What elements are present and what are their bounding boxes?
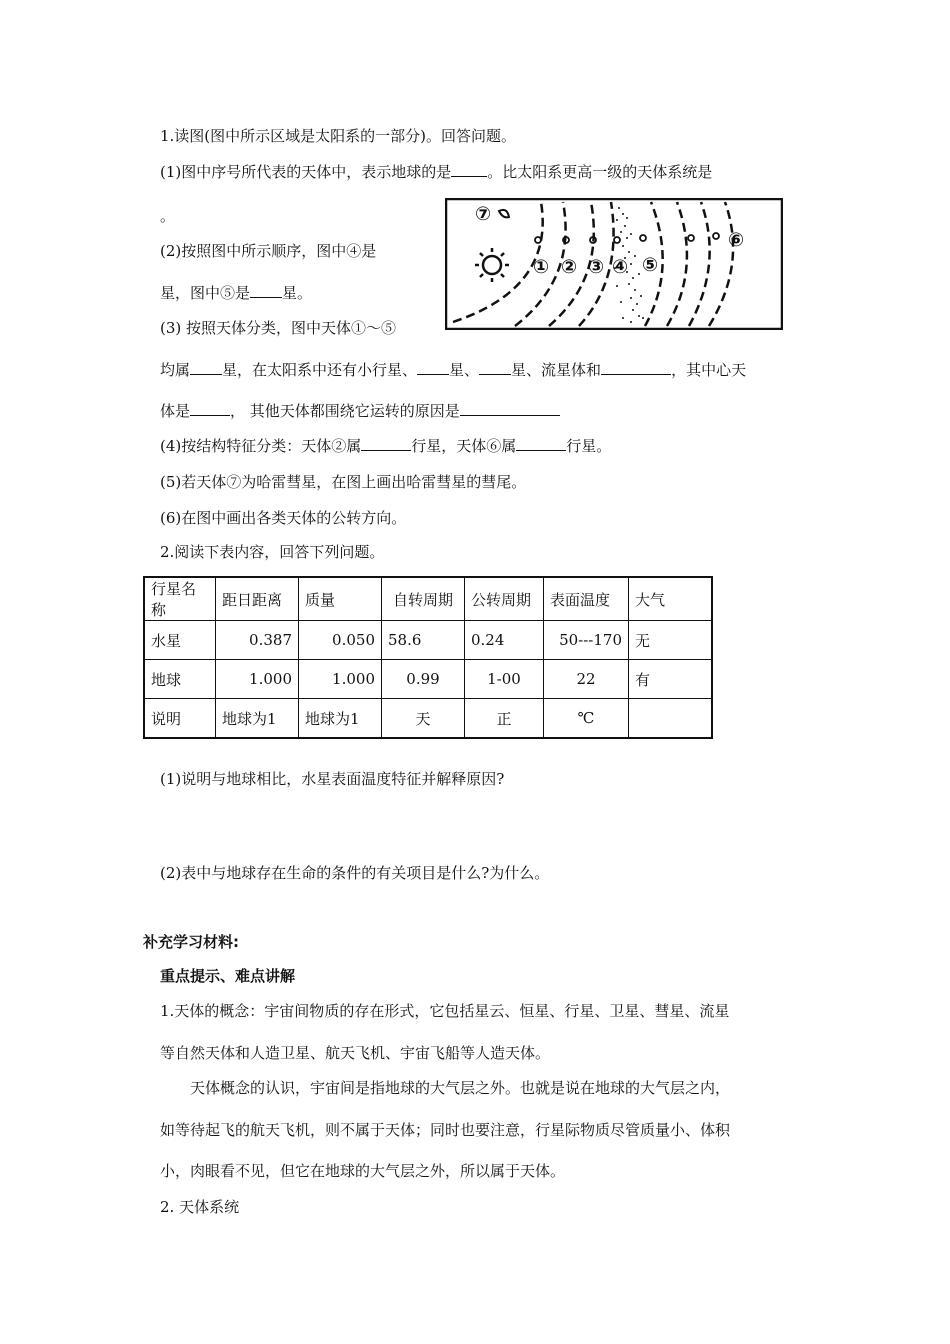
table-cell: 50---170 xyxy=(544,621,629,660)
q1-title: 1.读图(图中所示区域是太阳系的一部分)。回答问题。 xyxy=(160,127,517,145)
answer-blank[interactable] xyxy=(451,162,487,177)
table-row xyxy=(144,660,712,699)
table-cell: 说明 xyxy=(144,699,216,739)
label-1: ① xyxy=(532,256,550,278)
q1-part4 xyxy=(160,436,611,456)
table-cell: 1.000 xyxy=(299,660,382,699)
table-cell: 22 xyxy=(544,660,629,699)
label-7: ⑦ xyxy=(474,203,492,225)
table-cell: 有 xyxy=(629,660,713,699)
label-4: ④ xyxy=(611,256,629,278)
table-row xyxy=(144,621,712,660)
table-cell: 地球为1 xyxy=(299,699,382,739)
q1-part1-end: 。 xyxy=(160,207,176,225)
q1-part6: (6)在图中画出各类天体的公转方向。 xyxy=(160,509,407,527)
q2-title: 2.阅读下表内容，回答下列问题。 xyxy=(160,543,385,561)
q2-sub1: (1)说明与地球相比，水星表面温度特征并解释原因? xyxy=(160,770,505,788)
answer-blank[interactable] xyxy=(516,436,566,451)
header-cell: 质量 xyxy=(299,577,382,621)
solar-system-diagram xyxy=(445,198,783,330)
table-cell: 地球为1 xyxy=(216,699,299,739)
q1-part4-text-a: (4)按结构特征分类：天体②属 xyxy=(160,437,362,455)
header-cell: 大气 xyxy=(629,577,713,621)
q1-part1-text-b: 。比太阳系更高一级的天体系统是 xyxy=(487,163,713,181)
q1-part2-line1: (2)按照图中所示顺序，图中④是 xyxy=(160,242,377,260)
answer-blank[interactable] xyxy=(601,360,671,375)
supplement-item2: 2. 天体系统 xyxy=(160,1198,240,1216)
label-6: ⑥ xyxy=(727,229,745,251)
q1-part4-text-c: 行星。 xyxy=(566,437,612,455)
label-3: ③ xyxy=(587,256,605,278)
label-5: ⑤ xyxy=(641,254,659,276)
answer-blank[interactable] xyxy=(190,401,230,416)
table-cell: 无 xyxy=(629,621,713,660)
q1-part2-text-c: 星。 xyxy=(282,284,313,302)
supplement-para-line3: 小，肉眼看不见，但它在地球的大气层之外，所以属于天体。 xyxy=(160,1162,566,1180)
header-cell: 距日距离 xyxy=(216,577,299,621)
table-header-row xyxy=(144,577,712,621)
planet-data-table xyxy=(143,576,713,739)
q1-part3-text-d: 星、 xyxy=(449,361,480,379)
q1-part5: (5)若天体⑦为哈雷彗星，在图上画出哈雷彗星的彗尾。 xyxy=(160,473,527,491)
q1-part3-text-h: ， 其他天体都围绕它运转的原因是 xyxy=(230,402,460,420)
table-cell: 水星 xyxy=(144,621,216,660)
supplement-subheading: 重点提示、难点讲解 xyxy=(160,967,296,985)
supplement-item1-line2: 等自然天体和人造卫星、航天飞机、宇宙飞船等人造天体。 xyxy=(160,1044,551,1062)
label-2: ② xyxy=(560,256,578,278)
supplement-item1-line1: 1.天体的概念：宇宙间物质的存在形式，它包括星云、恒星、行星、卫星、彗星、流星 xyxy=(160,1002,730,1020)
table-cell: 正 xyxy=(465,699,544,739)
q1-part1-text-a: (1)图中序号所代表的天体中，表示地球的是 xyxy=(160,163,452,181)
header-cell: 公转周期 xyxy=(465,577,544,621)
q1-part3-text-b: 均属 xyxy=(160,361,191,379)
table-cell: 天 xyxy=(382,699,465,739)
table-cell: 1-00 xyxy=(465,660,544,699)
answer-blank[interactable] xyxy=(190,360,222,375)
header-cell: 行星名称 xyxy=(144,577,216,621)
q1-part3-line1: (3) 按照天体分类，图中天体①～⑤ xyxy=(160,319,397,337)
header-cell: 表面温度 xyxy=(544,577,629,621)
q1-part3-line3 xyxy=(160,401,560,421)
table-row xyxy=(144,699,712,739)
table-cell: 0.387 xyxy=(216,621,299,660)
q1-part3-text-f: ，其中心天 xyxy=(671,361,747,379)
answer-blank[interactable] xyxy=(460,401,560,416)
answer-blank[interactable] xyxy=(417,360,449,375)
table-cell: 地球 xyxy=(144,660,216,699)
q1-part2-text-b: 星，图中⑤是 xyxy=(160,284,251,302)
answer-blank[interactable] xyxy=(361,436,411,451)
table-cell xyxy=(629,699,713,739)
table-cell: 58.6 xyxy=(382,621,465,660)
table-cell: 0.24 xyxy=(465,621,544,660)
table-cell: ℃ xyxy=(544,699,629,739)
q2-sub2: (2)表中与地球存在生命的条件的有关项目是什么?为什么。 xyxy=(160,864,550,882)
q1-part3-text-e: 星、流星体和 xyxy=(511,361,602,379)
table-cell: 0.99 xyxy=(382,660,465,699)
supplement-para-line2: 如等待起飞的航天飞机，则不属于天体；同时也要注意，行星际物质尽管质量小、体积 xyxy=(160,1121,731,1139)
supplement-heading: 补充学习材料: xyxy=(143,933,239,951)
q1-part2-line2 xyxy=(160,283,312,303)
answer-blank[interactable] xyxy=(250,283,282,298)
q1-part3-text-c: 星，在太阳系中还有小行星、 xyxy=(222,361,418,379)
header-cell: 自转周期 xyxy=(382,577,465,621)
supplement-para-line1: 天体概念的认识，宇宙间是指地球的大气层之外。也就是说在地球的大气层之内， xyxy=(190,1079,731,1097)
q1-part4-text-b: 行星，天体⑥属 xyxy=(411,437,517,455)
q1-part1 xyxy=(160,162,712,182)
answer-blank[interactable] xyxy=(479,360,511,375)
table-cell: 0.050 xyxy=(299,621,382,660)
table-cell: 1.000 xyxy=(216,660,299,699)
q1-part3-text-g: 体是 xyxy=(160,402,191,420)
q1-part3-line2 xyxy=(160,360,746,380)
